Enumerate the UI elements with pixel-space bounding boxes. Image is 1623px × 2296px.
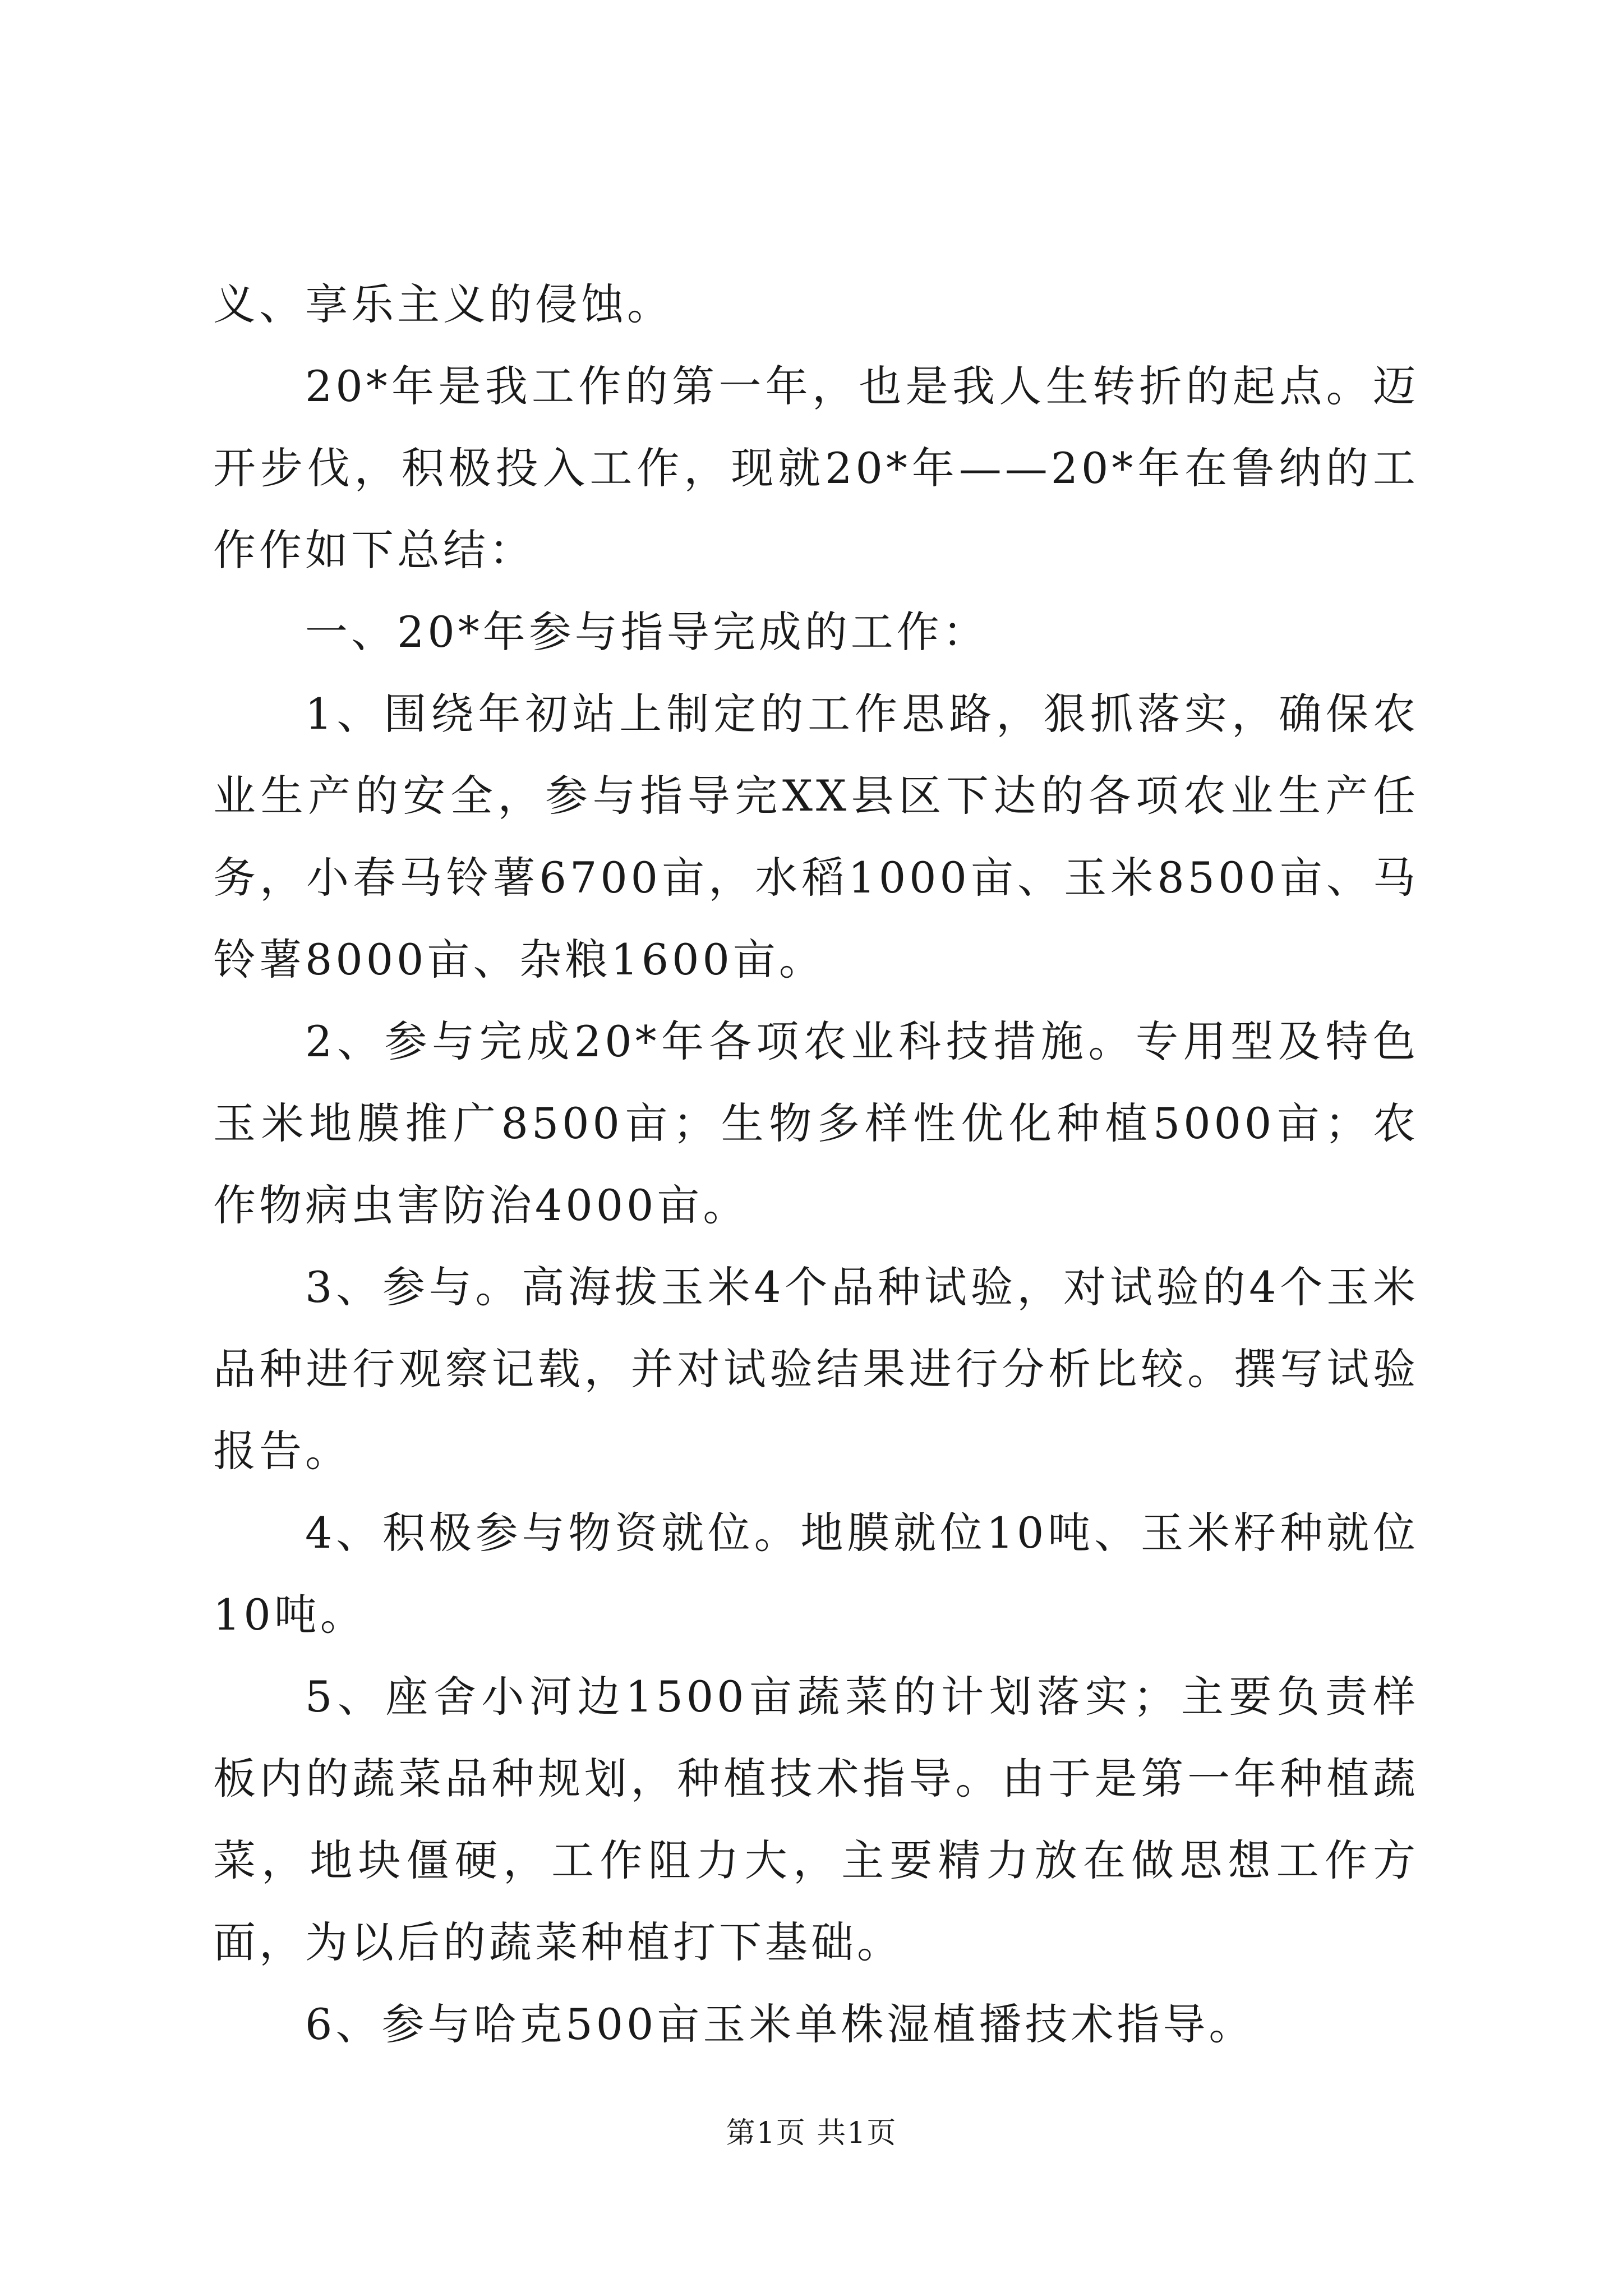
paragraph-continuation: 义、享乐主义的侵蚀。 <box>213 279 673 329</box>
list-item-6: 6、参与哈克500亩玉米单株湿植播技术指导。 <box>305 1999 1255 2049</box>
list-item-5: 5、座舍小河边1500亩蔬菜的计划落实；主要负责样板内的蔬菜品种规划，种植技术指导。由于是第一年种植蔬菜，地块僵硬，工作阻力大，主要精力放在做思想工作方面，为以后的蔬菜种植打下基础。 <box>213 1672 1419 1967</box>
list-item-2: 2、参与完成20*年各项农业科技措施。专用型及特色玉米地膜推广8500亩；生物多样性优化种植5000亩；农作物病虫害防治4000亩。 <box>213 1016 1419 1230</box>
list-item-4: 4、积极参与物资就位。地膜就位10吨、玉米籽种就位10吨。 <box>213 1508 1419 1640</box>
list-item-1: 1、围绕年初站上制定的工作思路，狠抓落实，确保农业生产的安全，参与指导完XX县区下达的各项农业生产任务，小春马铃薯6700亩，水稻1000亩、玉米8500亩、马铃薯8000亩、杂粮1600亩。 <box>213 689 1419 984</box>
document-body <box>213 264 1419 2065</box>
section-heading-1: 一、20*年参与指导完成的工作： <box>305 607 989 657</box>
page-footer: 第1页 共1页 <box>726 2116 897 2150</box>
paragraph-intro: 20*年是我工作的第一年，也是我人生转折的起点。迈开步伐，积极投入工作，现就20*年——20*年在鲁纳的工作作如下总结： <box>213 361 1419 575</box>
list-item-3: 3、参与。高海拔玉米4个品种试验，对试验的4个玉米品种进行观察记载，并对试验结果进行分析比较。撰写试验报告。 <box>213 1262 1419 1476</box>
